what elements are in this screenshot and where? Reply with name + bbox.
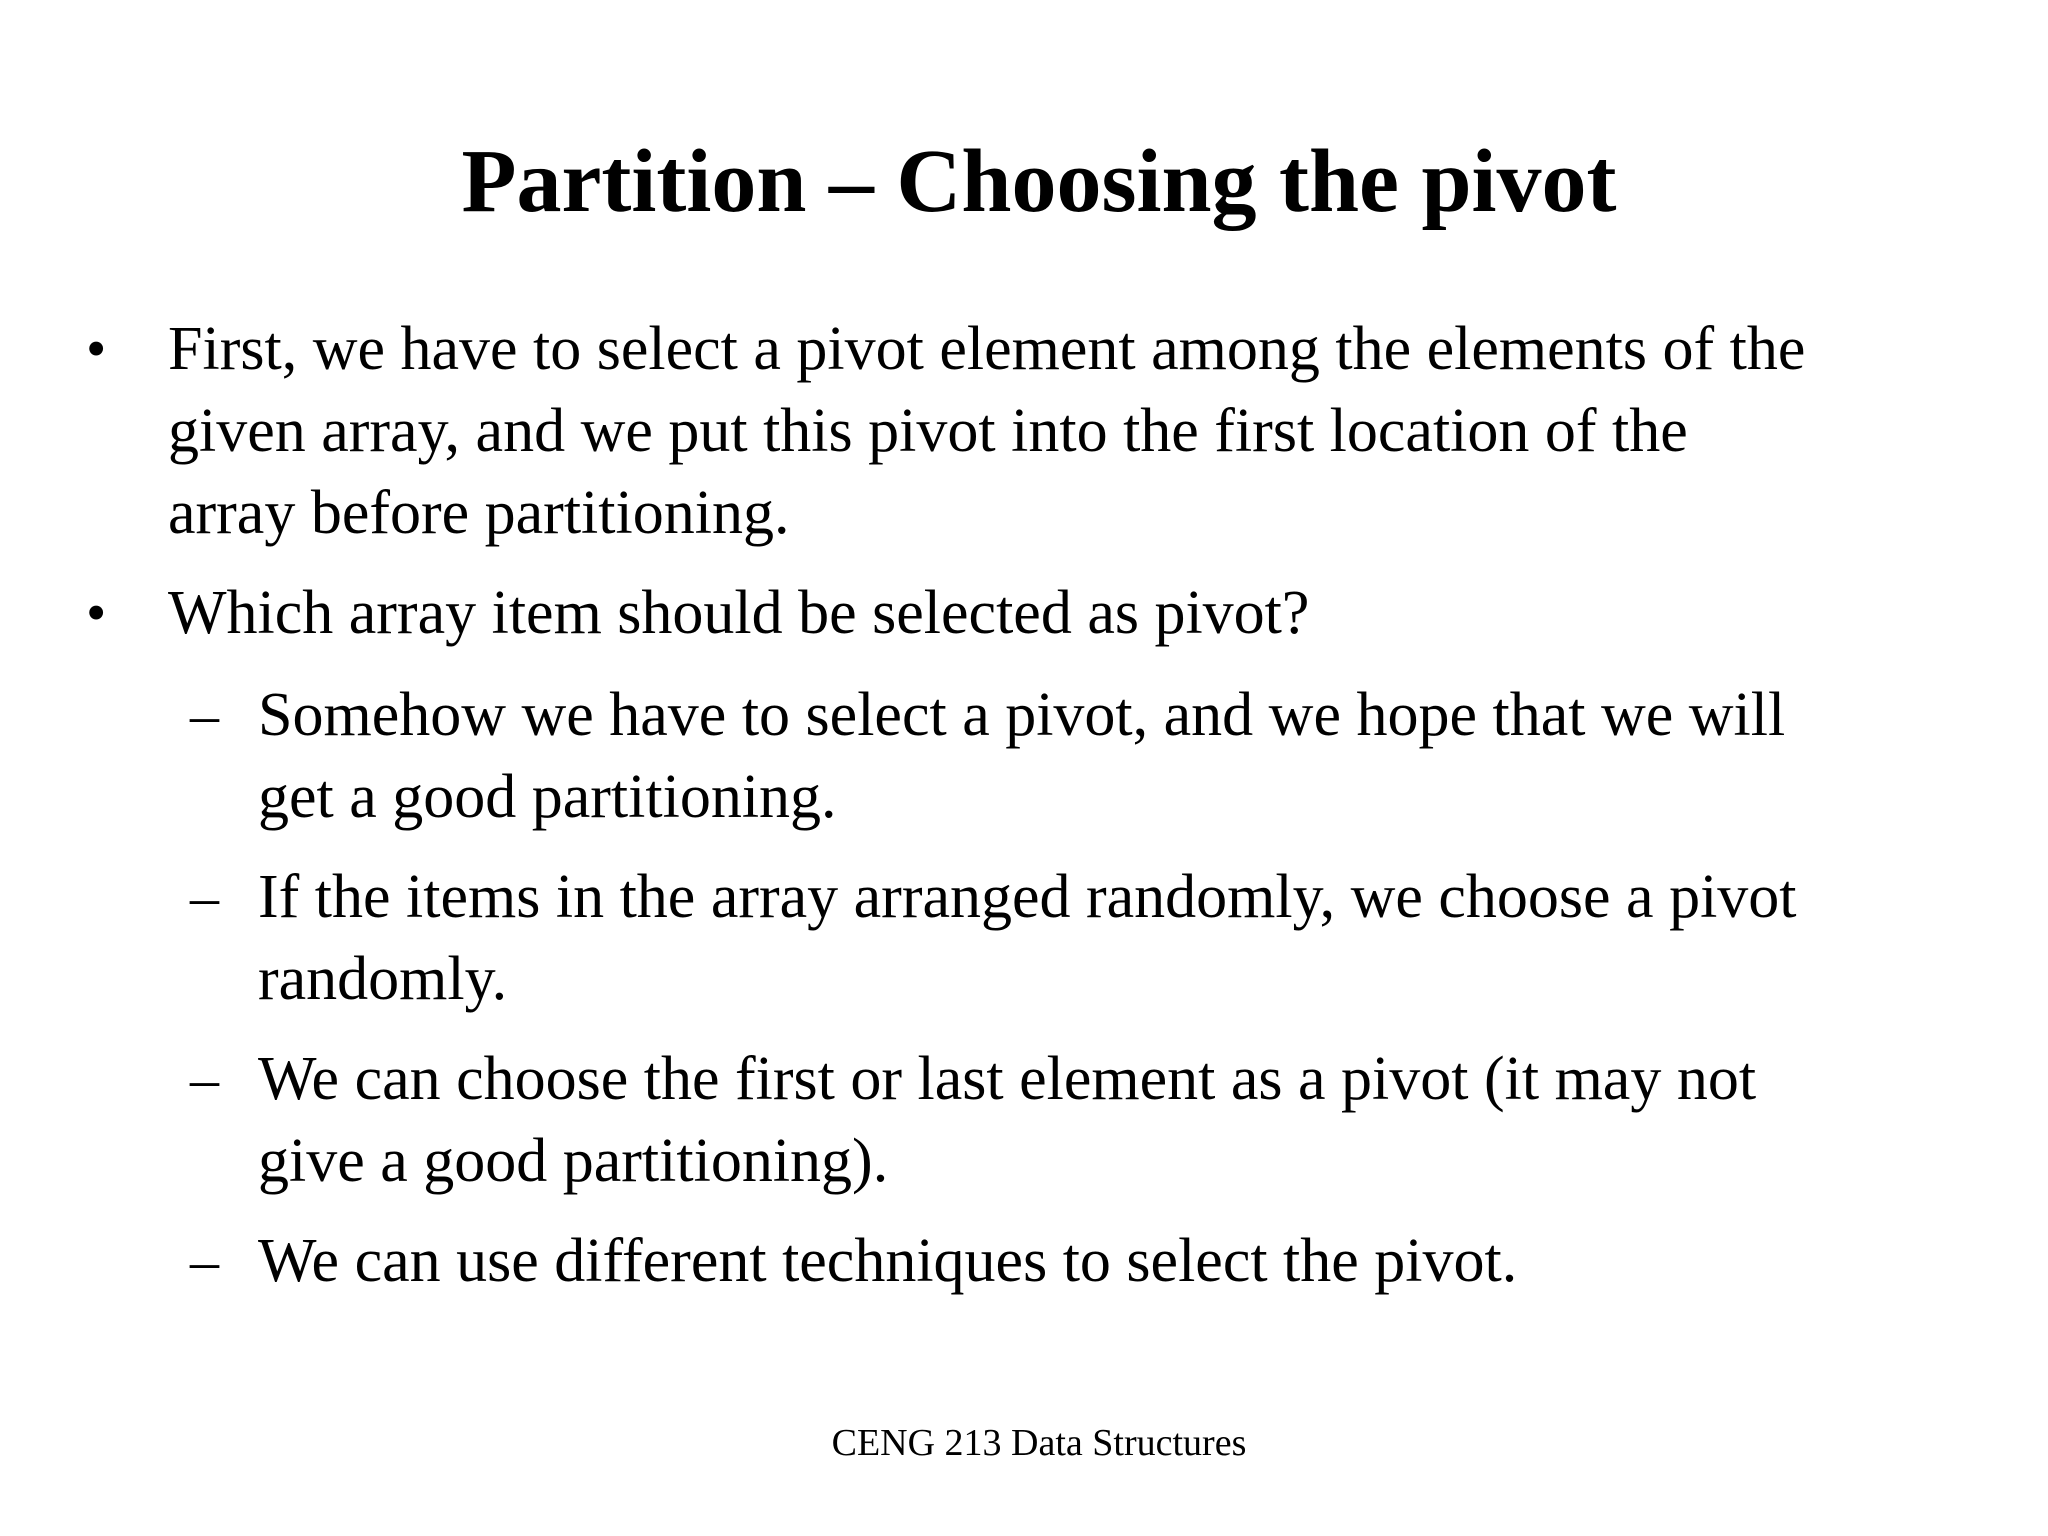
bullet-text: Which array item should be selected as pivot? (168, 579, 1310, 647)
sub-bullet-text: Somehow we have to select a pivot, and we hope that we will get a good partitioning. (258, 681, 1786, 831)
sub-bullet-text: We can choose the first or last element as a pivot (it may not give a good partitioning). (258, 1045, 1757, 1195)
bullet-text: First, we have to select a pivot element among the elements of the given array, and we put this pivot into the first location of the array before partitioning. (168, 315, 1806, 547)
bullet-marker: • (86, 580, 107, 645)
slide-title: Partition – Choosing the pivot (461, 132, 1617, 231)
slide-footer: CENG 213 Data Structures (831, 1422, 1247, 1464)
sub-bullet-text: We can use different techniques to select the pivot. (258, 1227, 1518, 1295)
sub-bullet-text: If the items in the array arranged randomly, we choose a pivot randomly. (258, 863, 1797, 1013)
sub-bullet-marker: – (190, 864, 219, 929)
sub-bullet-marker: – (190, 1046, 219, 1111)
bullet-marker: • (86, 316, 107, 381)
sub-bullet-marker: – (190, 682, 219, 747)
sub-bullet-marker: – (190, 1228, 219, 1293)
